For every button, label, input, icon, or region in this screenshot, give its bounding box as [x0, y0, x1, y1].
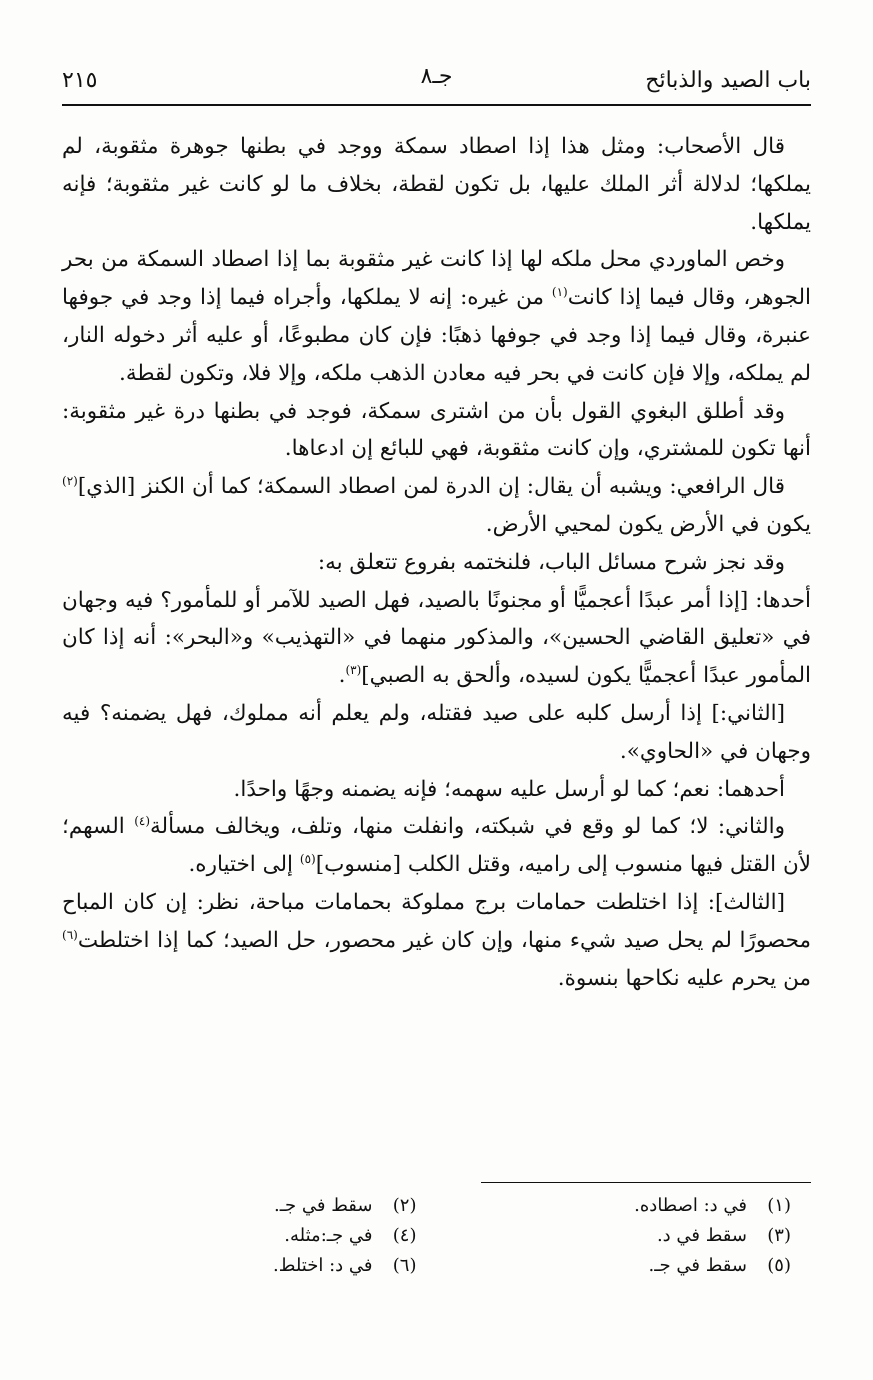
- paragraph: [الثالث]: إذا اختلطت حمامات برج مملوكة بحمامات مباحة، نظر: إن كان المباح محصورًا لم يحل صيد شيء منها، وإن كان غير محصور، حل الصيد؛ كما إذا اختلطت$^{(٦)}$ من يحرم عليه نكاحها بنسوة.: [62, 889, 811, 991]
- footnote: (٢) سقط في جـ.: [274, 1195, 417, 1216]
- footnote-mark: (٢): [62, 474, 78, 489]
- footnote: (٥) سقط في جـ.: [648, 1255, 791, 1276]
- footnote-rule: [481, 1182, 811, 1183]
- volume-label: جـ٨: [420, 64, 453, 89]
- paragraph: وقد أطلق البغوي القول بأن من اشترى سمكة، فوجد في بطنها درة غير مثقوبة: أنها تكون للمشتري، وإن كانت مثقوبة، فهي للبائع إن ادعاها.: [62, 398, 811, 462]
- paragraph: وقد نجز شرح مسائل الباب، فلنختمه بفروع تتعلق به:: [317, 549, 785, 575]
- chapter-title: باب الصيد والذبائح: [645, 67, 811, 93]
- page-number: ٢١٥: [62, 67, 98, 93]
- paragraph: وخص الماوردي محل ملكه لها إذا كانت غير مثقوبة بما إذا اصطاد السمكة من بحر الجوهر، وقال فيما إذا كانت$^{(١)}$ من غيره: إنه لا يملكها، وأجراه فيما إذا وجد في جوفها عنبرة، وقال فيما إذا وجد في جوفها ذهبًا: فإن كان مطبوعًا، أو عليه أثر دخوله النار، لم يملكه، وإلا فإن كانت في بحر فيه معادن الذهب ملكه، وإلا فلا، وتكون لقطة.: [62, 247, 811, 386]
- header-rule: [62, 104, 811, 106]
- paragraph: [الثاني:] إذا أرسل كلبه على صيد فقتله، ولم يعلم أنه مملوك، فهل يضمنه؟ فيه وجهان في «الحاوي».: [62, 700, 811, 764]
- footnote-mark: (١): [551, 285, 568, 300]
- footnote: (١) في د: اصطاده.: [634, 1195, 791, 1216]
- running-header: [62, 62, 811, 98]
- paragraph: أحدهما: نعم؛ كما لو أرسل عليه سهمه؛ فإنه يضمنه وجهًا واحدًا.: [233, 776, 785, 802]
- paragraph: قال الأصحاب: ومثل هذا إذا اصطاد سمكة ووجد في بطنها جوهرة مثقوبة، لم يملكها؛ لدلالة أثر الملك عليها، بل تكون لقطة، بخلاف ما لو كانت غير مثقوبة؛ فإنه يملكها.: [62, 134, 811, 235]
- paragraph: أحدها: [إذا أمر عبدًا أعجميًّا أو مجنونًا بالصيد، فهل الصيد للآمر أو للمأمور؟ فيه وجهان في «تعليق القاضي الحسين»، والمذكور منهما في «التهذيب» و«البحر»: أنه إذا كان المأمور عبدًا أعجميًّا يكون لسيده، وألحق به الصبي]$^{(٣)}$.: [62, 587, 811, 689]
- footnotes: [62, 1192, 811, 1280]
- footnote-mark: (٤): [134, 814, 151, 829]
- footnote-mark: (٥): [299, 851, 316, 866]
- footnote-mark: (٣): [345, 663, 362, 677]
- footnote: (٣) سقط في د.: [656, 1225, 791, 1246]
- paragraph: والثاني: لا؛ كما لو وقع في شبكته، وانفلت منها، وتلف، ويخالف مسألة$^{(٤)}$ السهم؛ لأن القتل فيها منسوب إلى راميه، وقتل الكلب [منسوب]$^{(٥)}$ إلى اختياره.: [62, 814, 811, 878]
- paragraph: قال الرافعي: ويشبه أن يقال: إن الدرة لمن اصطاد السمكة؛ كما أن الكنز [الذي]$^{(٢)}$ يكون في الأرض يكون لمحيي الأرض.: [62, 474, 811, 537]
- main-text: [62, 128, 811, 997]
- footnote: (٦) في د: اختلط.: [273, 1255, 417, 1276]
- footnote-mark: (٦): [62, 927, 78, 942]
- footnote: (٤) في جـ:مثله.: [284, 1225, 417, 1246]
